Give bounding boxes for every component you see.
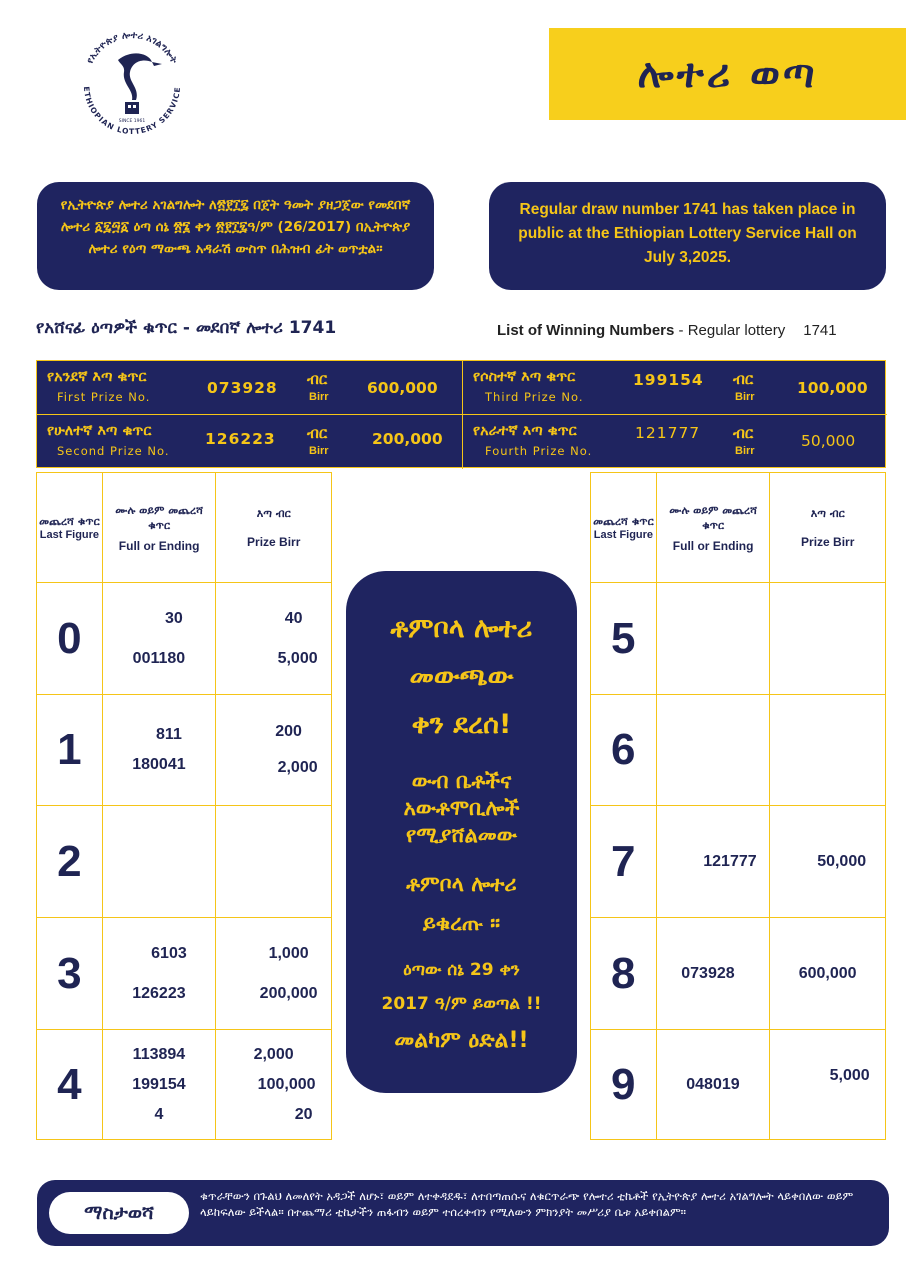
- prize-amount: 1,000: [268, 944, 309, 962]
- second-prize-label-am: የሁለተኛ እጣ ቁጥር: [47, 423, 152, 439]
- table-row: [591, 583, 886, 695]
- winning-number: 113894: [132, 1045, 186, 1063]
- promo-line: ይቁረጡ ።: [422, 911, 501, 935]
- table-header-row: [37, 473, 332, 583]
- last-figure: 1: [57, 725, 82, 774]
- prize-amount: 50,000: [817, 852, 867, 870]
- table-row: [37, 806, 332, 918]
- header-last-en: Last Figure: [593, 528, 654, 541]
- third-prize: [463, 361, 887, 414]
- third-prize-amount: 100,000: [797, 379, 868, 397]
- main-prizes-panel: [36, 360, 886, 468]
- winning-number: 199154: [132, 1075, 186, 1093]
- winning-number: 811: [156, 726, 182, 743]
- table-row: [591, 1030, 886, 1140]
- results-table-left: [36, 472, 332, 583]
- winning-number: 048019: [686, 1075, 740, 1093]
- prize-amount: 5,000: [829, 1066, 870, 1084]
- table-row: [37, 695, 332, 806]
- winning-number: 180041: [132, 756, 186, 773]
- fourth-prize-label-am: የአራተኛ እጣ ቁጥር: [473, 423, 577, 439]
- header-last-figure: [37, 473, 103, 583]
- winning-number: 4: [154, 1105, 164, 1123]
- winning-number: 30: [165, 609, 183, 627]
- fourth-prize-number: 121777: [635, 424, 701, 442]
- promo-line: መልካም ዕድል!!: [394, 1028, 529, 1053]
- second-prize-label-en: Second Prize No.: [57, 444, 170, 458]
- promo-line: 2017 ዓ/ም ይወጣል !!: [381, 994, 542, 1014]
- promo-line: ዕጣው ሰኔ 29 ቀን: [403, 960, 520, 980]
- first-prize-label-am: የአንደኛ እጣ ቁጥር: [47, 369, 147, 385]
- notice-label: ማስታወሻ: [49, 1192, 189, 1234]
- results-rows-left: [36, 582, 332, 1140]
- header-full-en: Full or Ending: [118, 538, 200, 553]
- table-row: [591, 806, 886, 918]
- header-full-en: Full or Ending: [672, 538, 754, 553]
- table-row: [591, 918, 886, 1030]
- promo-line: መውጫው: [409, 661, 514, 692]
- currency-en: Birr: [309, 391, 329, 403]
- winning-number-empty: [656, 695, 770, 806]
- currency-am: ብር: [307, 370, 328, 388]
- results-rows-right: [590, 582, 886, 1140]
- lottery-number: 1741: [803, 322, 837, 339]
- header-prize-birr: [216, 473, 332, 583]
- prize-amount: 2,000: [277, 759, 318, 776]
- prize-amount: 200,000: [259, 984, 318, 1002]
- promo-line: አውቶሞቢሎች: [403, 796, 520, 820]
- winning-number: 073928: [681, 964, 735, 982]
- page-title: ሎተሪ ወጣ: [549, 28, 906, 120]
- winning-list-title-english: [497, 322, 837, 339]
- table-header-row: [591, 473, 886, 583]
- first-prize-label-en: First Prize No.: [57, 390, 151, 404]
- promo-line: የሚያሸልመው: [406, 823, 517, 847]
- last-figure: 8: [611, 948, 636, 998]
- header-prize-en: Prize Birr: [247, 535, 301, 549]
- third-prize-label-en: Third Prize No.: [485, 390, 584, 404]
- svg-text:SINCE 1961: SINCE 1961: [118, 119, 146, 124]
- winning-number: 6103: [151, 944, 187, 962]
- table-row: [37, 583, 332, 695]
- third-prize-label-am: የሶስተኛ እጣ ቁጥር: [473, 369, 576, 385]
- fourth-prize: [463, 415, 887, 468]
- first-prize-number: 073928: [207, 379, 278, 397]
- last-figure: 9: [611, 1059, 636, 1109]
- header-prize-birr: [770, 473, 886, 583]
- header-full-am: ሙሉ ወይም መጨረሻ ቁጥር: [115, 503, 203, 532]
- winning-list-label: List of Winning Numbers: [497, 322, 675, 339]
- prize-amount-empty: [216, 806, 332, 918]
- prize-amount: 100,000: [257, 1075, 316, 1093]
- header-full-am: ሙሉ ወይም መጨረሻ ቁጥር: [669, 503, 757, 532]
- last-figure: 6: [611, 725, 636, 774]
- prize-amount: 200: [275, 723, 302, 740]
- currency-am: ብር: [733, 370, 754, 388]
- currency-en: Birr: [735, 391, 755, 403]
- last-figure: 7: [611, 836, 636, 886]
- fourth-prize-label-en: Fourth Prize No.: [485, 444, 593, 458]
- notice-text: ቁጥራቸውን በጉልህ ለመለየት አዳጋች ለሆኑ፣ ወይም ለተቀዳደዱ፣ ለተበጣጠሱና ለቁርጥራጭ የሎተሪ ቲኬቶች የኢትዮጵያ ሎተሪ አገልግሎት ላይቀበለው ወይም ላይከፍለው ይችላል። በተጨማሪ ቲኬታችን ጠፋብን ወይም ተሰረቀብን የሚለውን ምክንያት መሥሪያ ቤቱ አይቀበልም።: [200, 1189, 854, 1219]
- currency-am: ብር: [733, 424, 754, 442]
- header-full-ending: [656, 473, 770, 583]
- winning-list-title-amharic: የአሸናፊ ዕጣዎች ቁጥር - መደበኛ ሎተሪ 1741: [36, 318, 337, 338]
- currency-en: Birr: [735, 445, 755, 457]
- third-prize-number: 199154: [633, 371, 704, 389]
- promo-line: ቀን ደረሰ!: [411, 709, 512, 740]
- header-last-am: መጨረሻ ቁጥር: [593, 514, 654, 528]
- lottery-type: - Regular lottery: [674, 322, 786, 339]
- tombola-promo: [346, 571, 577, 1093]
- winning-number-empty: [656, 583, 770, 695]
- second-prize: [37, 415, 462, 468]
- winning-number: 001180: [132, 649, 186, 667]
- prize-amount: 40: [284, 609, 303, 627]
- promo-line: ውብ ቤቶችና: [411, 769, 512, 793]
- first-prize-amount: 600,000: [367, 379, 438, 397]
- promo-line: ቶምቦላ ሎተሪ: [406, 872, 517, 896]
- lottery-logo: [70, 20, 195, 145]
- fourth-prize-amount: 50,000: [801, 432, 856, 450]
- header-last-am: መጨረሻ ቁጥር: [39, 514, 100, 528]
- last-figure: 5: [611, 613, 636, 663]
- last-figure: 3: [57, 948, 82, 998]
- first-prize: [37, 361, 462, 414]
- header-last-en: Last Figure: [39, 528, 100, 541]
- notice-banner: [37, 1180, 889, 1246]
- currency-en: Birr: [309, 445, 329, 457]
- header-prize-en: Prize Birr: [801, 535, 855, 549]
- svg-text:ETHIOPIAN LOTTERY SERVICE: ETHIOPIAN LOTTERY SERVICE: [81, 86, 183, 137]
- table-row: [37, 1030, 332, 1140]
- winning-number: 126223: [132, 984, 186, 1002]
- header-full-ending: [102, 473, 216, 583]
- promo-line: ቶምቦላ ሎተሪ: [390, 613, 533, 644]
- header-prize-am: እጣ ብር: [256, 507, 291, 520]
- draw-info-english: Regular draw number 1741 has taken place in public at the Ethiopian Lottery Service Hall on July 3,2025.: [489, 182, 886, 290]
- last-figure: 2: [57, 836, 82, 886]
- svg-text:የኢትዮጵያ ሎተሪ አገልግሎት: የኢትዮጵያ ሎተሪ አገልግሎት: [84, 29, 180, 66]
- results-table-right: [590, 472, 886, 583]
- table-row: [591, 695, 886, 806]
- header-prize-am: እጣ ብር: [810, 507, 845, 520]
- second-prize-number: 126223: [205, 430, 276, 448]
- prize-amount: 600,000: [798, 964, 857, 982]
- prize-amount: 20: [294, 1105, 313, 1123]
- last-figure: 0: [57, 613, 82, 663]
- prize-amount: 5,000: [277, 649, 318, 667]
- second-prize-amount: 200,000: [372, 430, 443, 448]
- winning-number: 121777: [703, 852, 757, 870]
- last-figure: 4: [57, 1059, 82, 1109]
- prize-amount-empty: [770, 583, 886, 695]
- draw-info-amharic: የኢትዮጵያ ሎተሪ አገልግሎት ለ፳፻፲፯ በጀት ዓመት ያዘጋጀው የመደበኛ ሎተሪ ፩፯፵፩ ዕጣ ሰኔ ፳፮ ቀን ፳፻፲፯ዓ/ም (26/2017) በኢትዮጵያ ሎተሪ የዕጣ ማውጫ አዳራሽ ውስጥ በሕዝብ ፊት ወጥቷል።: [37, 182, 434, 290]
- header-last-figure: [591, 473, 657, 583]
- prize-amount: 2,000: [253, 1045, 294, 1063]
- table-row: [37, 918, 332, 1030]
- prize-amount-empty: [770, 695, 886, 806]
- winning-number-empty: [102, 806, 216, 918]
- currency-am: ብር: [307, 424, 328, 442]
